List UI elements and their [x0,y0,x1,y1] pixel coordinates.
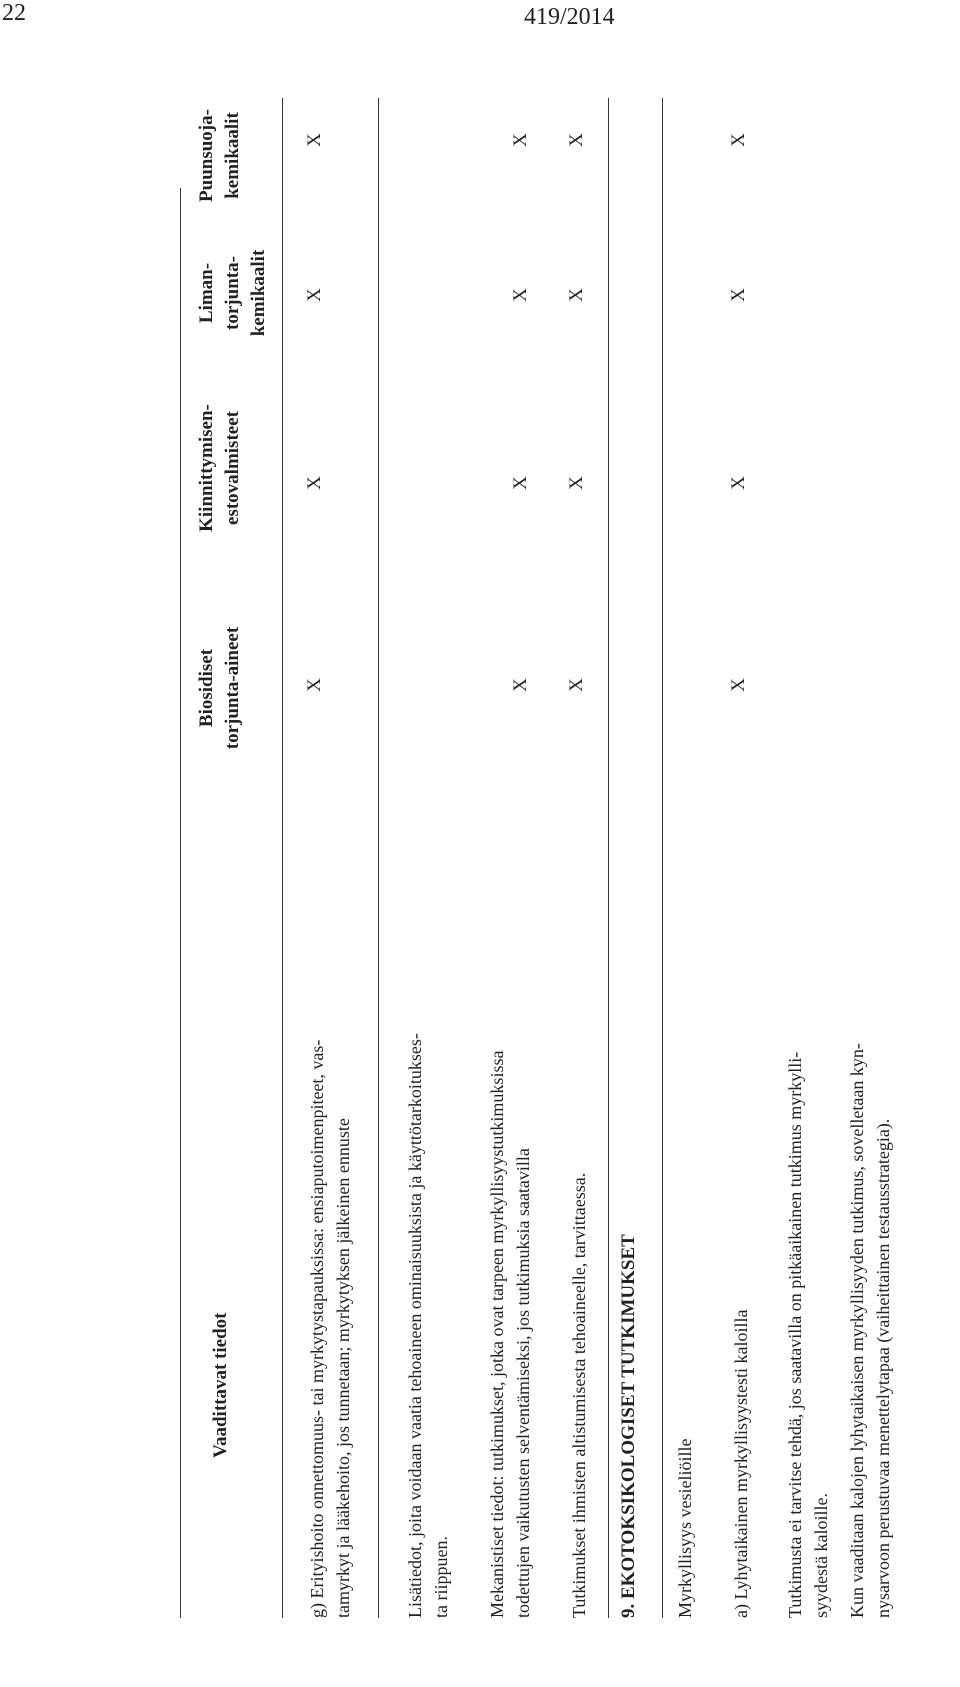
row-fish-mark-biocides: X [728,678,749,692]
table-top-rule [180,188,181,1618]
section-rule [662,98,663,1618]
header-requirement: Vaadittavat tiedot [210,1312,231,1458]
row-rule-1 [378,98,379,1618]
row-g-mark-antifouling: X [304,476,325,490]
row-fish-waiver-text: Tutkimusta ei tarvitse tehdä, jos saatavilla on pitkäaikainen tutkimus myrkylli- syydestä kaloille. [785,1051,831,1618]
header-slimicides: Liman- torjunta- kemikaalit [196,249,269,337]
row-g-text: g) Erityishoito onnettomuus- tai myrkytystapauksissa: ensiaputoimenpiteet, vas- tamyrkyt ja lääkehoito, jos tunnetaan; myrkytyksen jälkeinen ennuste [307,1039,353,1618]
row-mechanistic-text: Mekanistiset tiedot: tutkimukset, jotka ovat tarpeen myrkyllisyystutkimuksissa todettujen vaikutusten selventämiseksi, jos tutkimuksia saatavilla [487,1050,533,1618]
row-exposure-mark-biocides: X [566,678,587,692]
row-aquatic-text: Myrkyllisyys vesieliöille [675,1438,695,1618]
row-mechanistic-mark-biocides: X [510,678,531,692]
header-antifouling: Kiinnittymisen- estovalmisteet [196,404,243,532]
row-exposure-mark-antifouling: X [566,476,587,490]
row-exposure-mark-wood: X [566,133,587,147]
row-exposure-mark-slimicides: X [566,288,587,302]
header-wood-preservatives: Puunsuoja- kemikaalit [196,109,243,202]
row-g-mark-slimicides: X [304,288,325,302]
document-number: 419/2014 [524,4,615,30]
row-threshold-text: Kun vaaditaan kalojen lyhytaikaisen myrkyllisyyden tutkimus, sovelletaan kyn- nysarvoon perustuvaa menettelytapaa (vaiheittainen testausstrategia). [847,1043,893,1618]
row-additional-text: Lisätiedot, joita voidaan vaatia tehoaineen ominaisuuksista ja käyttötarkoitukses- ta riippuen. [405,1033,451,1618]
page-number: 22 [2,0,26,26]
row-mechanistic-mark-wood: X [510,133,531,147]
row-fish-mark-wood: X [728,133,749,147]
row-fish-short-term-text: a) Lyhytaikainen myrkyllisyystesti kaloilla [731,1309,751,1618]
row-mechanistic-mark-antifouling: X [510,476,531,490]
header-biocides: Biosidiset torjunta-aineet [196,626,243,750]
row-rule-2 [608,98,609,1618]
section-title: 9. EKOTOKSIKOLOGISET TUTKIMUKSET [618,1234,639,1618]
row-fish-mark-antifouling: X [728,476,749,490]
row-fish-mark-slimicides: X [728,288,749,302]
row-g-mark-wood: X [304,133,325,147]
row-exposure-text: Tutkimukset ihmisten altistumisesta tehoaineelle, tarvittaessa. [569,1172,589,1618]
header-rule [282,98,283,1618]
row-mechanistic-mark-slimicides: X [510,288,531,302]
requirements-table [180,98,900,1618]
row-g-mark-biocides: X [304,678,325,692]
